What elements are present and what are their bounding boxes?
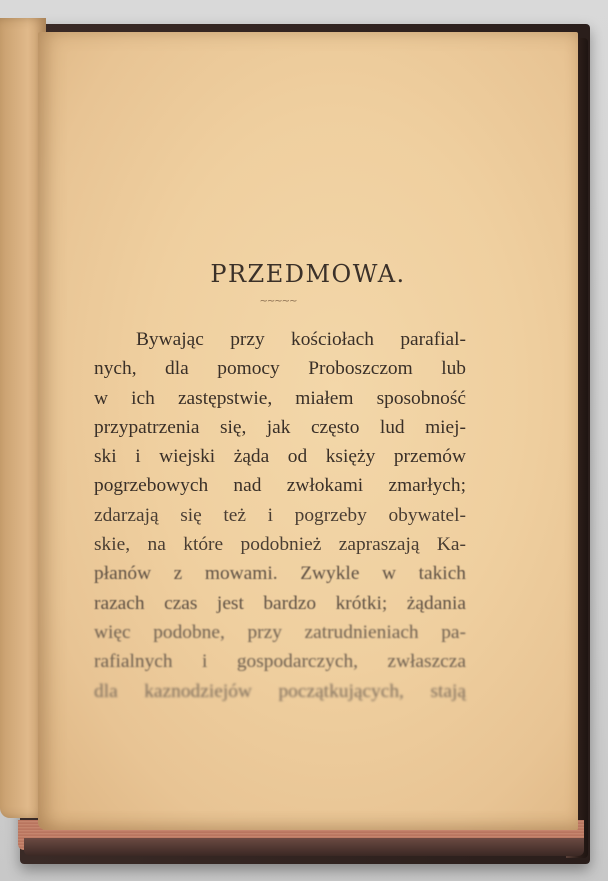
page-title: PRZEDMOWA. <box>210 260 406 288</box>
text-line: razach czas jest bardzo krótki; żądania <box>94 592 466 614</box>
text-line: rafialnych i gospodarczych, zwłaszcza <box>94 651 466 673</box>
text-line: pogrzebowych nad zwłokami zmarłych; <box>94 475 466 497</box>
text-line: zdarzają się też i pogrzeby obywatel- <box>94 504 466 526</box>
text-line: skie, na które podobnież zapraszają Ka- <box>94 534 466 556</box>
text-line: przypatrzenia się, jak często lud miej- <box>94 416 466 438</box>
text-line: nych, dla pomocy Proboszczom lub <box>94 358 466 380</box>
title-ornament: ~~~~~ <box>259 296 297 307</box>
text-line: ski i wiejski żąda od księży przemów <box>94 446 466 468</box>
text-line: dla kaznodziejów początkujących, stają <box>94 680 466 702</box>
book-page <box>38 32 578 830</box>
text-line: w ich zastępstwie, miałem sposobność <box>94 387 466 409</box>
book-board-bottom <box>24 838 584 856</box>
text-line: płanów z mowami. Zwykle w takich <box>94 563 466 585</box>
text-line: Bywając przy kościołach parafial- <box>136 329 466 350</box>
text-line: więc podobne, przy zatrudnieniach pa- <box>94 621 466 643</box>
preface-text <box>94 325 466 706</box>
